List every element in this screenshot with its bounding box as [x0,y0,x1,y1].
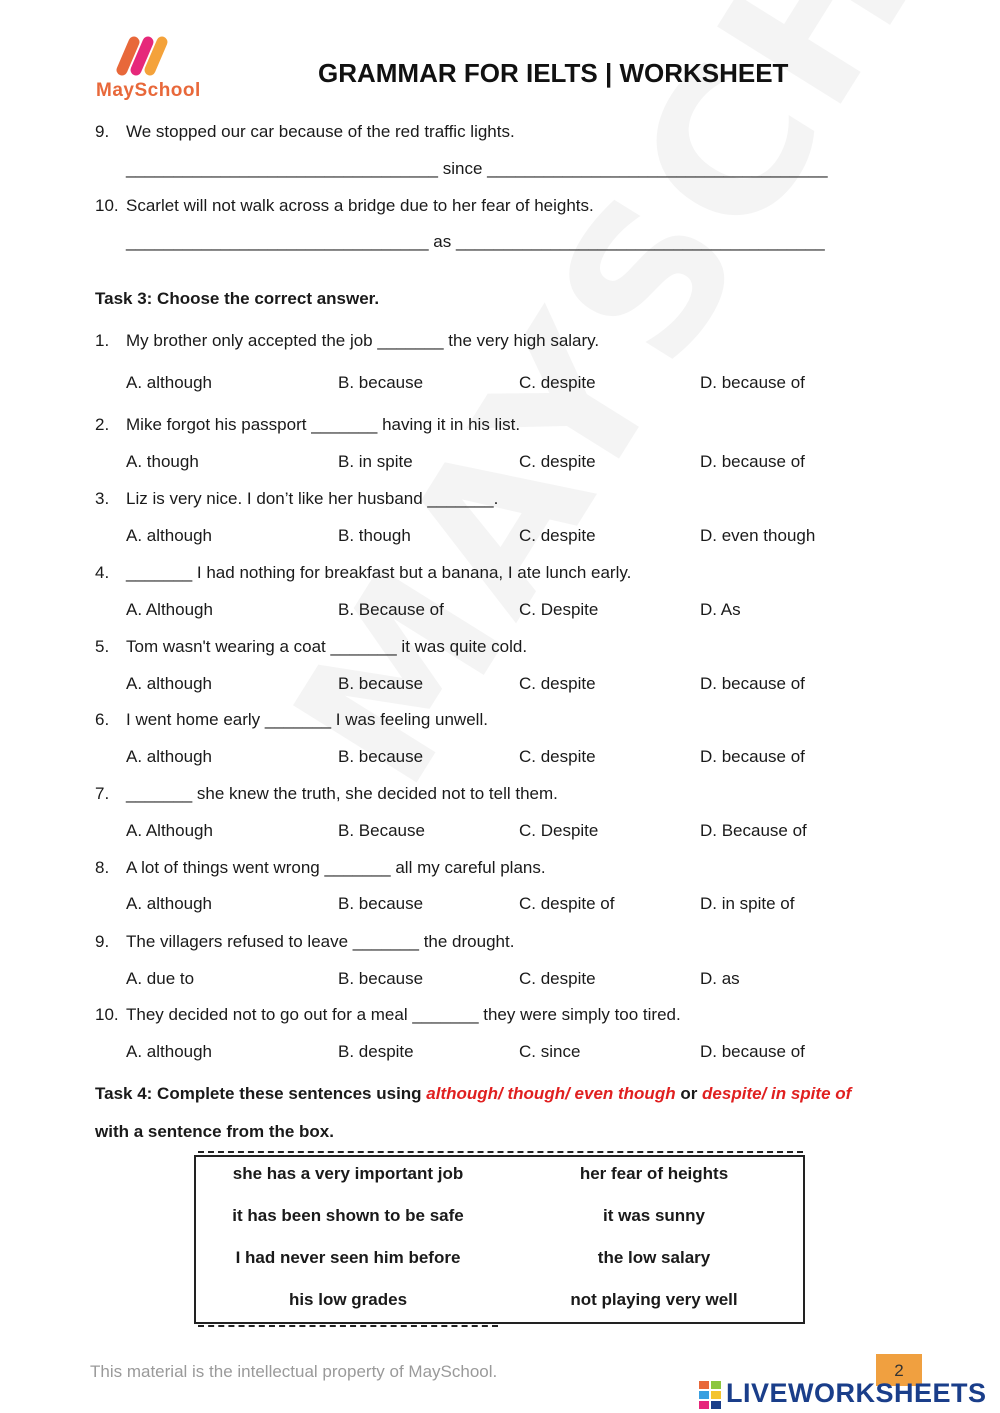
question-number: 10. [95,1005,119,1024]
answer-option: D. because of [700,373,805,392]
answer-option: D. as [700,969,740,988]
answer-option: A. although [126,1042,213,1061]
answer-option: D. because of [700,452,805,471]
question-number: 8. [95,858,110,877]
box-top-border [198,1151,803,1153]
question-number: 1. [95,331,110,350]
question-number: 3. [95,489,110,508]
question-text: The villagers refused to leave _______ the drought. [126,932,515,951]
question-text: Mike forgot his passport _______ having it in his list. [126,415,521,434]
task4-heading-text: Task 4: Complete these sentences using [95,1084,427,1103]
question-number: 10. [95,196,119,215]
question-text: I went home early _______ I was feeling unwell. [126,710,488,729]
answer-option: A. although [126,674,213,693]
question-text: A lot of things went wrong _______ all my careful plans. [126,858,546,877]
answer-option: B. because [338,969,424,988]
question-text: We stopped our car because of the red traffic lights. [126,122,515,141]
task3-heading: Task 3: Choose the correct answer. [95,289,380,308]
answer-option: A. although [126,747,213,766]
task4-heading-red2: despite/ in spite of [702,1084,852,1103]
answer-option: B. despite [338,1042,414,1061]
question-text: Tom wasn't wearing a coat _______ it was quite cold. [126,637,528,656]
joiner-word: since [442,159,483,178]
box-phrase: her fear of heights [579,1164,729,1183]
answer-option: A. Although [126,600,213,619]
page-number: 2 [876,1354,922,1386]
answer-option: B. Because [338,821,425,840]
box-phrase: it has been shown to be safe [232,1206,464,1225]
liveworksheets-icon [698,1380,722,1410]
answer-option: B. though [338,526,411,545]
liveworksheets-wordmark: LIVEWORKSHEETS [726,1378,987,1408]
question-text: They decided not to go out for a meal _______ they were simply too tired. [126,1005,681,1024]
task4-heading-line2: with a sentence from the box. [95,1122,334,1141]
blank-left: _________________________________ [126,159,439,178]
box-phrase: I had never seen him before [235,1248,461,1267]
box-bottom-border [198,1325,498,1327]
answer-option: C. despite [519,452,596,471]
answer-option: C. despite of [519,894,615,913]
answer-option: C. Despite [519,821,599,840]
answer-option: C. despite [519,674,596,693]
answer-option: D. even though [700,526,816,545]
blank-right: ____________________________________ [487,159,828,178]
answer-option: D. because of [700,747,805,766]
answer-option: C. despite [519,747,596,766]
question-text: _______ she knew the truth, she decided not to tell them. [126,784,558,803]
blank-right: _______________________________________ [455,232,825,251]
question-number: 6. [95,710,110,729]
answer-option: C. despite [519,969,596,988]
box-phrase: it was sunny [602,1206,706,1225]
question-number: 2. [95,415,110,434]
answer-option: C. despite [519,373,596,392]
box-phrase: she has a very important job [232,1164,464,1183]
answer-option: B. because [338,747,424,766]
answer-option: D. Because of [700,821,807,840]
answer-option: C. Despite [519,600,599,619]
joiner-word: as [433,232,452,251]
logo-mark-icon [92,34,192,84]
answer-option: A. although [126,526,213,545]
question-number: 4. [95,563,110,582]
answer-option: B. because [338,894,424,913]
blank-left: ________________________________ [126,232,429,251]
question-number: 5. [95,637,110,656]
box-phrase: his low grades [288,1290,408,1309]
answer-option: A. though [126,452,199,471]
question-number: 9. [95,122,110,141]
question-number: 9. [95,932,110,951]
box-phrase: not playing very well [570,1290,738,1309]
answer-option: B. because [338,373,424,392]
answer-option: D. in spite of [700,894,795,913]
logo-wordmark: MaySchool [96,80,201,101]
answer-line [126,232,825,252]
answer-option: D. because of [700,674,805,693]
answer-option: A. although [126,894,213,913]
task4-heading-or: or [675,1084,703,1103]
answer-option: B. in spite [338,452,413,471]
answer-option: B. Because of [338,600,444,619]
question-number: 7. [95,784,110,803]
question-text: Liz is very nice. I don’t like her husband _______. [126,489,499,508]
answer-option: A. although [126,373,213,392]
answer-option: A. due to [126,969,195,988]
task4-heading [95,1084,851,1104]
page-title: GRAMMAR FOR IELTS | WORKSHEET [318,58,789,88]
footer-note: This material is the intellectual property of MaySchool. [90,1362,498,1381]
mayschool-logo [92,34,212,106]
answer-option: C. despite [519,526,596,545]
answer-option: B. because [338,674,424,693]
box-phrase: the low salary [597,1248,711,1267]
answer-line [126,159,828,179]
question-text: My brother only accepted the job _______ the very high salary. [126,331,600,350]
answer-option: C. since [519,1042,581,1061]
question-text: Scarlet will not walk across a bridge due to her fear of heights. [126,196,594,215]
task4-heading-red1: although/ though/ even though [426,1084,676,1103]
question-text: _______ I had nothing for breakfast but a banana, I ate lunch early. [126,563,632,582]
liveworksheets-logo [698,1378,998,1410]
answer-option: D. As [700,600,741,619]
answer-option: A. Although [126,821,213,840]
answer-option: D. because of [700,1042,805,1061]
